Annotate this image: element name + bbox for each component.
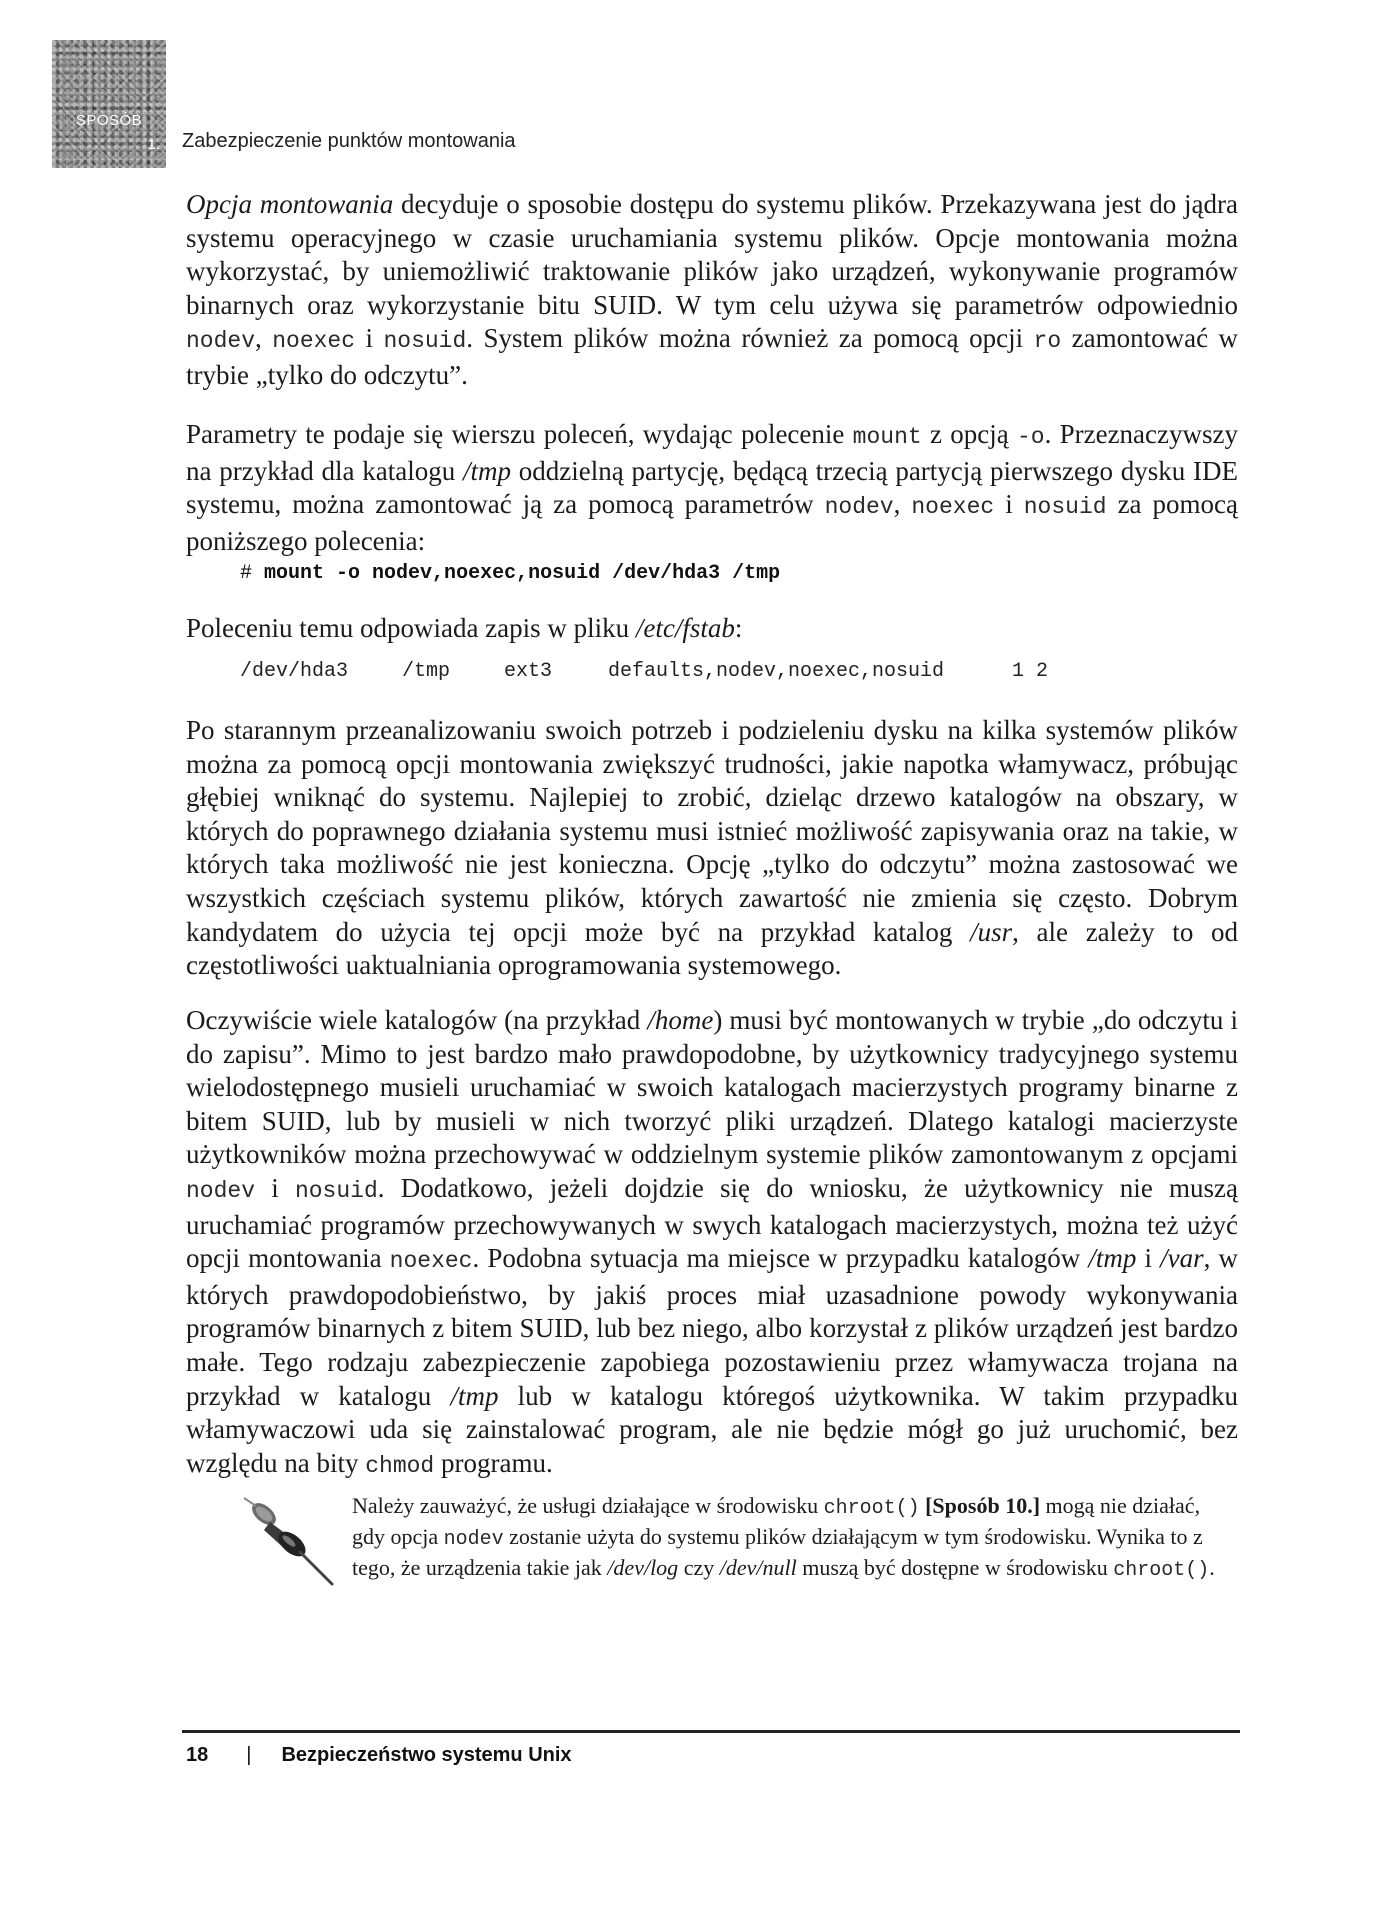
text-span: i [355, 323, 384, 354]
text-span: decyduje o sposobie dostępu do systemu plików. Przekazywana jest do jądra systemu operacyjnego w czasie uruchamiania systemu plików. Opcje montowania można wykorzystać, by uniemożliwić traktowanie plików jako urządzeń, wykonywanie programów binarnych oraz wykorzystanie bitu SUID. W tym celu używa się parametrów odpowiednio [186, 189, 1238, 320]
path-home: /home [647, 1005, 714, 1035]
running-header-title: Zabezpieczenie punktów montowania [182, 130, 516, 152]
text-span: . System plików można również za pomocą opcji [466, 323, 1034, 354]
paragraph-mount-command [186, 418, 1238, 558]
paragraph-partitioning [186, 714, 1238, 983]
path-tmp: /tmp [462, 455, 511, 486]
code-nodev: nodev [443, 1528, 504, 1551]
code-chmod: chmod [365, 1452, 435, 1479]
code-nosuid: nosuid [1023, 494, 1107, 521]
code-chroot: chroot() [823, 1497, 920, 1520]
path-dev-null: /dev/null [719, 1555, 797, 1580]
text-span: zamontować w trybie „tylko do odczytu”. [186, 323, 1238, 390]
code-noexec: noexec [389, 1248, 473, 1275]
text-span: Parametry te podaje się wierszu poleceń, wydając polecenie [186, 419, 853, 449]
text-span: muszą być dostępne w środowisku [796, 1555, 1114, 1580]
code-nosuid: nosuid [383, 328, 467, 355]
text-span: mogą nie działać, gdy opcja [352, 1493, 1201, 1549]
page-footer [186, 1744, 572, 1767]
code-ro: ro [1033, 328, 1062, 355]
path-tmp: /tmp [1088, 1243, 1137, 1274]
text-span: Po starannym przeanalizowaniu swoich potrzeb i podzieleniu dysku na kilka systemów plików można za pomocą opcji montowania zwiększyć trudności, jakie napotka włamywacz, próbując głębiej wniknąć do systemu. Najlepiej to zrobić, dzieląc drzewo katalogów na obszary, w których do poprawnego działania systemu musi istnieć możliwość zapisywania oraz na takie, w których taka możliwość nie jest konieczna. Opcję „tylko do odczytu” można zastosować we wszystkich częściach systemu plików, których zawartość nie zmienia się często. Dobrym kandydatem do użycia tej opcji może być na przykład katalog [186, 715, 1238, 947]
text-span: zostanie użyta do systemu plików działającym w tym środowisku. Wynika to z tego, że urządzenia takie jak [352, 1524, 1203, 1580]
text-span: , [255, 323, 273, 354]
text-span: : [734, 613, 743, 643]
fstab-mountpoint: /tmp [402, 660, 451, 683]
text-span: i [255, 1172, 295, 1203]
fstab-device: /dev/hda3 [240, 660, 349, 683]
text-span: . [1209, 1555, 1215, 1580]
text-span: czy [678, 1555, 720, 1580]
note-callout [352, 1492, 1222, 1585]
footer-separator: | [246, 1744, 252, 1766]
book-title: Bezpieczeństwo systemu Unix [281, 1744, 572, 1766]
command-text: mount -o nodev,noexec,nosuid /dev/hda3 /tmp [264, 562, 781, 585]
text-span: z opcją [921, 419, 1017, 449]
text-span: . Podobna sytuacja ma miejsce w przypadku katalogów [472, 1243, 1089, 1274]
text-span: ) musi być montowanych w trybie „do odczytu i do zapisu”. Mimo to jest bardzo mało prawdopodobne, by użytkownicy tradycyjnego systemu wielodostępnego musieli uruchamiać w swoich katalogach macierzystych programy binarne z bitem SUID, lub by musieli w nich tworzyć pliki urządzeń. Dlatego katalogi macierzyste użytkowników można przechowywać w oddzielnym systemie plików zamontowanym z opcjami [186, 1005, 1238, 1170]
pushpin-icon [236, 1492, 340, 1592]
fstab-options: defaults,nodev,noexec,nosuid [608, 660, 945, 683]
footer-rule [182, 1730, 1240, 1733]
text-span: , [893, 489, 912, 520]
code-noexec: noexec [911, 494, 995, 521]
text-span: Oczywiście wiele katalogów (na przykład [186, 1005, 648, 1035]
fstab-dump-pass: 1 2 [1012, 660, 1049, 683]
text-span: . Dodatkowo, jeżeli dojdzie się do wniosku, że użytkownicy nie muszą uruchamiać programów przechowywanych w swych katalogach macierzystych, można też użyć opcji montowania [186, 1172, 1238, 1274]
fstab-fstype: ext3 [504, 660, 553, 683]
badge-number: 1. [147, 136, 160, 153]
path-tmp: /tmp [450, 1380, 499, 1411]
text-span: . Przeznaczywszy na przykład dla katalogu [186, 419, 1239, 486]
text-span: oddzielną partycję, będącą trzecią partycją pierwszego dysku IDE systemu, można zamontować ją za pomocą parametrów [186, 455, 1239, 520]
text-span: Należy zauważyć, że usługi działające w środowisku [352, 1493, 824, 1518]
text-span: za pomocą poniższego polecenia: [186, 489, 1239, 556]
code-nodev: nodev [186, 1177, 256, 1204]
text-span: i [994, 489, 1024, 520]
page-number: 18 [186, 1744, 209, 1766]
path-usr: /usr [970, 916, 1013, 947]
text-span: lub w katalogu któregoś użytkownika. W takim przypadku włamywaczowi uda się zainstalować program, ale nie będzie mógł go już uruchomić, bez względu na bity [186, 1380, 1238, 1478]
text-span: Poleceniu temu odpowiada zapis w pliku [186, 613, 636, 643]
code-nodev: nodev [186, 328, 256, 355]
code-nodev: nodev [824, 494, 894, 521]
code-o-flag: -o [1016, 424, 1045, 450]
code-noexec: noexec [272, 328, 356, 355]
code-chroot: chroot() [1113, 1559, 1210, 1582]
path-dev-log: /dev/log [607, 1555, 679, 1580]
badge-word: SPOSÓB [75, 112, 143, 129]
text-span: programu. [434, 1447, 553, 1478]
cross-reference: [Sposób 10.] [925, 1493, 1041, 1518]
paragraph-mount-options [186, 188, 1238, 393]
sposob-badge [52, 40, 166, 168]
code-mount: mount [852, 424, 922, 450]
code-nosuid: nosuid [294, 1177, 378, 1204]
shell-prompt: # [240, 562, 253, 585]
text-span: , w których prawdopodobieństwo, by jakiś proces miał uzasadnione powody wykonywania programów binarnych z bitem SUID, lub bez niego, albo korzystał z plików urządzeń jest bardzo małe. Tego rodzaju zabezpieczenie zapobiega pozostawieniu przez włamywacza trojana na przykład w katalogu [186, 1243, 1238, 1411]
paragraph-home-tmp-var [186, 1004, 1238, 1483]
text-span: , ale zależy to od częstotliwości uaktualniania oprogramowania systemowego. [186, 916, 1238, 981]
path-etc-fstab: /etc/fstab [635, 613, 735, 643]
term-mount-option: Opcja montowania [186, 189, 394, 219]
text-span: i [1136, 1243, 1161, 1274]
path-var: /var [1160, 1243, 1204, 1274]
command-line-example [240, 562, 780, 585]
paragraph-fstab-intro [186, 612, 1238, 646]
